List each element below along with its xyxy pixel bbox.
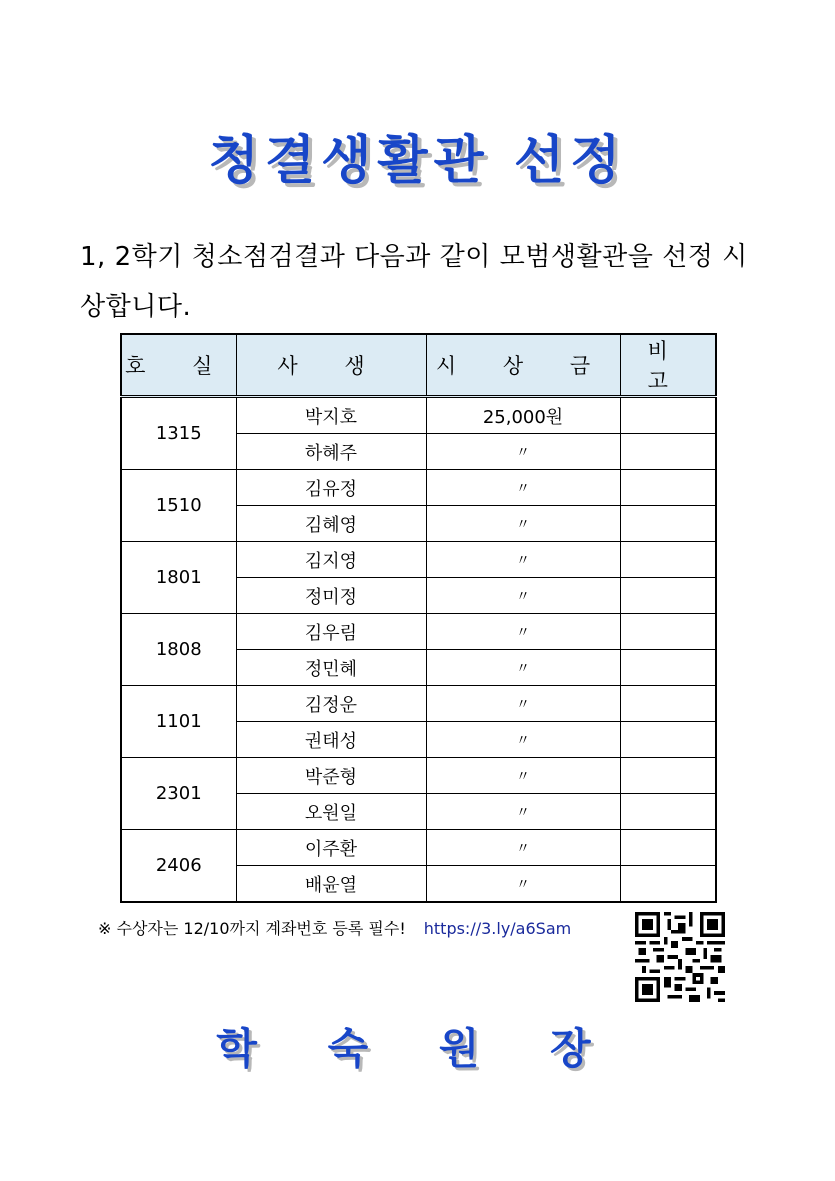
room-number-cell: 2406 (121, 830, 236, 903)
note-cell (620, 434, 716, 470)
prize-cell: 〃 (426, 830, 620, 866)
table-row (121, 397, 716, 434)
prize-cell: 〃 (426, 794, 620, 830)
room-number-cell: 1101 (121, 686, 236, 758)
room-number-cell: 1801 (121, 542, 236, 614)
student-name-cell: 하혜주 (236, 434, 426, 470)
header-prize: 시 상 금 (426, 334, 620, 397)
room-number-cell: 1808 (121, 614, 236, 686)
prize-cell: 〃 (426, 650, 620, 686)
signer-name: 학 숙 원 장 (216, 1024, 619, 1073)
prize-cell: 〃 (426, 578, 620, 614)
awards-table-body (121, 397, 716, 903)
note-cell (620, 470, 716, 506)
prize-cell: 25,000원 (426, 397, 620, 434)
prize-cell: 〃 (426, 614, 620, 650)
table-row (121, 830, 716, 866)
prize-cell: 〃 (426, 686, 620, 722)
student-name-cell: 정미정 (236, 578, 426, 614)
header-student: 사 생 (236, 334, 426, 397)
student-name-cell: 김우림 (236, 614, 426, 650)
intro-text: 1, 2학기 청소점검결과 다음과 같이 모범생활관을 선정 시상합니다. (80, 242, 748, 322)
note-cell (620, 397, 716, 434)
student-name-cell: 박지호 (236, 397, 426, 434)
notice-text: ※ 수상자는 12/10까지 계좌번호 등록 필수! (98, 919, 406, 938)
prize-cell: 〃 (426, 542, 620, 578)
student-name-cell: 김혜영 (236, 506, 426, 542)
prize-cell: 〃 (426, 722, 620, 758)
note-cell (620, 578, 716, 614)
note-cell (620, 758, 716, 794)
table-row (121, 614, 716, 650)
awards-table (120, 333, 717, 903)
qr-code-icon[interactable] (635, 912, 725, 1002)
student-name-cell: 김지영 (236, 542, 426, 578)
student-name-cell: 배윤열 (236, 866, 426, 903)
student-name-cell: 박준형 (236, 758, 426, 794)
prize-cell: 〃 (426, 434, 620, 470)
table-header-row (121, 334, 716, 397)
note-cell (620, 650, 716, 686)
student-name-cell: 권태성 (236, 722, 426, 758)
note-cell (620, 506, 716, 542)
table-row (121, 686, 716, 722)
room-number-cell: 1315 (121, 397, 236, 470)
table-row (121, 758, 716, 794)
prize-cell: 〃 (426, 506, 620, 542)
prize-cell: 〃 (426, 470, 620, 506)
header-room: 호 실 (121, 334, 236, 397)
student-name-cell: 오원일 (236, 794, 426, 830)
note-cell (620, 686, 716, 722)
student-name-cell: 이주환 (236, 830, 426, 866)
page-title: 청결생활관 선정 (208, 131, 627, 191)
room-number-cell: 2301 (121, 758, 236, 830)
student-name-cell: 정민혜 (236, 650, 426, 686)
student-name-cell: 김정운 (236, 686, 426, 722)
student-name-cell: 김유정 (236, 470, 426, 506)
prize-cell: 〃 (426, 758, 620, 794)
table-row (121, 542, 716, 578)
prize-cell: 〃 (426, 866, 620, 903)
note-cell (620, 794, 716, 830)
note-cell (620, 866, 716, 903)
table-row (121, 470, 716, 506)
room-number-cell: 1510 (121, 470, 236, 542)
header-note: 비 고 (620, 334, 716, 397)
note-cell (620, 722, 716, 758)
note-cell (620, 614, 716, 650)
registration-link[interactable]: https://3.ly/a6Sam (423, 919, 572, 938)
note-cell (620, 542, 716, 578)
note-cell (620, 830, 716, 866)
notice-line (98, 916, 571, 939)
